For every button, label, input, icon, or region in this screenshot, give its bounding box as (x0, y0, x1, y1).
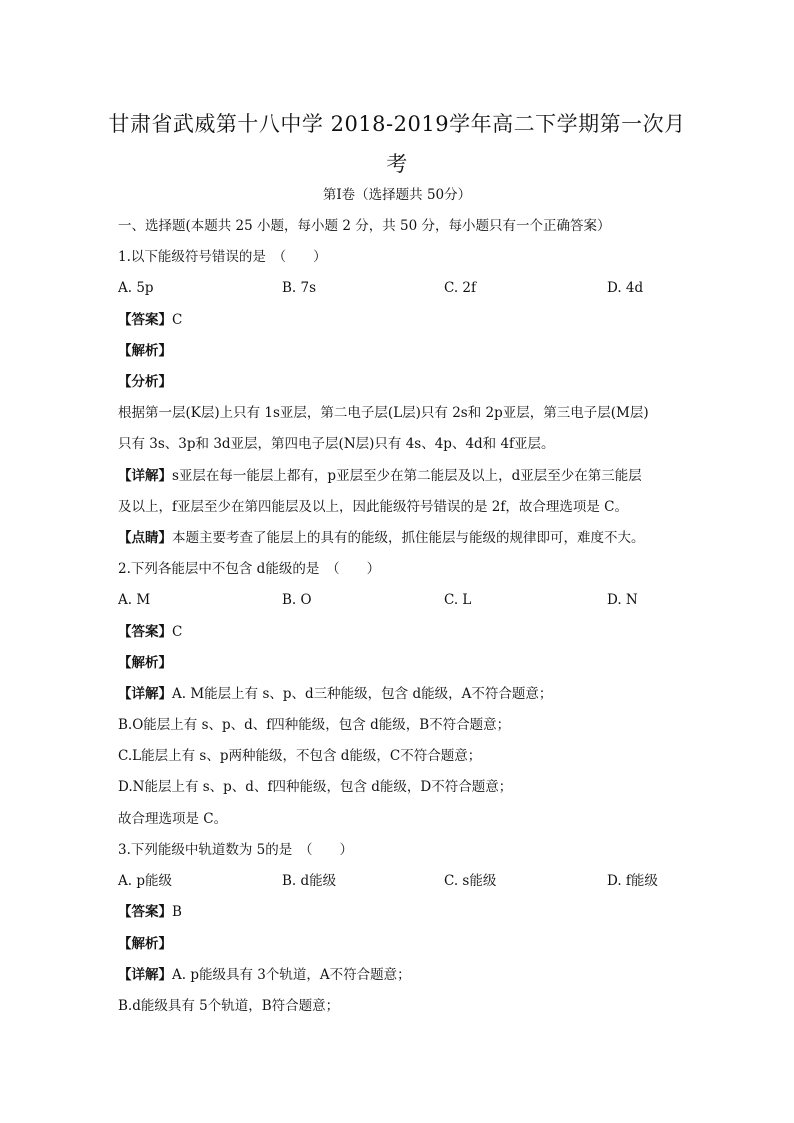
q1-stem: 1.以下能级符号错误的是 （ ） (118, 249, 327, 265)
title-line-1: 甘肃省武威第十八中学 2018-2019学年高二下学期第一次月 (108, 112, 686, 136)
q2-option-d: D. N (607, 592, 638, 608)
section-header: 第I卷（选择题共 50分） (322, 187, 472, 203)
answer-label: 【答案】 (118, 624, 172, 640)
answer-value: C (172, 624, 183, 640)
q3-option-a: A. p能级 (118, 873, 172, 889)
part-header: 一、选择题(本题共 25 小题，每小题 2 分，共 50 分，每小题只有一个正确答案） (118, 218, 611, 234)
q1-comment (118, 528, 674, 548)
q2-detail-line-3: C.L能层上有 s、p两种能级，不包含 d能级，C不符合题意； (118, 748, 482, 764)
detail-label: 【详解】 (118, 468, 172, 484)
q1-option-c: C. 2f (444, 280, 477, 296)
q1-fenxi-line-2: 只有 3s、3p和 3d亚层，第四电子层(N层)只有 4s、4p、4d和 4f亚层。 (118, 436, 555, 452)
answer-value: B (172, 904, 182, 920)
detail-label: 【详解】 (118, 686, 172, 702)
q3-detail-line-1 (118, 965, 674, 985)
q2-detail-line-2: B.O能层上有 s、p、d、f四种能级，包含 d能级，B不符合题意； (118, 717, 511, 733)
q2-answer (118, 622, 674, 642)
q1-options (118, 278, 678, 298)
q2-conclusion: 故合理选项是 C。 (118, 811, 228, 827)
q3-option-d: D. f能级 (607, 873, 658, 889)
detail-text: A. p能级具有 3个轨道，A不符合题意； (172, 967, 411, 983)
document-title (100, 104, 694, 184)
q2-option-b: B. O (282, 592, 312, 608)
answer-label: 【答案】 (118, 312, 172, 328)
detail-text: s亚层在每一能层上都有，p亚层至少在第二能层及以上，d亚层至少在第三能层 (172, 468, 642, 484)
q3-option-b: B. d能级 (282, 873, 337, 889)
q1-option-b: B. 7s (282, 280, 317, 296)
q1-answer (118, 310, 674, 330)
q3-detail-line-2: B.d能级具有 5个轨道，B符合题意； (118, 998, 340, 1014)
q1-detail-line-1 (118, 466, 674, 486)
detail-text: A. M能层上有 s、p、d三种能级，包含 d能级，A不符合题意； (172, 686, 553, 702)
answer-label: 【答案】 (118, 904, 172, 920)
q1-fenxi-label: 【分析】 (118, 374, 172, 390)
answer-value: C (172, 312, 183, 328)
q1-fenxi-line-1: 根据第一层(K层)上只有 1s亚层，第二电子层(L层)只有 2s和 2p亚层，第三电子层(M层) (118, 405, 649, 421)
q3-option-c: C. s能级 (444, 873, 497, 889)
detail-label: 【详解】 (118, 967, 172, 983)
comment-label: 【点睛】 (118, 530, 172, 546)
q3-stem: 3.下列能级中轨道数为 5的是 （ ） (118, 842, 354, 858)
q1-analysis-label: 【解析】 (118, 343, 172, 359)
comment-text: 本题主要考查了能层上的具有的能级，抓住能层与能级的规律即可，难度不大。 (172, 530, 645, 546)
q2-detail-line-1 (118, 684, 674, 704)
q1-option-a: A. 5p (118, 280, 154, 296)
q2-option-c: C. L (444, 592, 472, 608)
q2-option-a: A. M (118, 592, 151, 608)
q2-options (118, 590, 678, 610)
q1-detail-line-2: 及以上，f亚层至少在第四能层及以上，因此能级符号错误的是 2f，故合理选项是 C。 (118, 499, 628, 515)
q3-analysis-label: 【解析】 (118, 936, 172, 952)
q2-analysis-label: 【解析】 (118, 655, 172, 671)
q1-option-d: D. 4d (607, 280, 644, 296)
q2-stem: 2.下列各能层中不包含 d能级的是 （ ） (118, 561, 381, 577)
q3-answer (118, 902, 674, 922)
q3-options (118, 871, 678, 891)
title-line-2: 考 (386, 152, 408, 176)
q2-detail-line-4: D.N能层上有 s、p、d、f四种能级，包含 d能级，D不符合题意； (118, 779, 513, 795)
